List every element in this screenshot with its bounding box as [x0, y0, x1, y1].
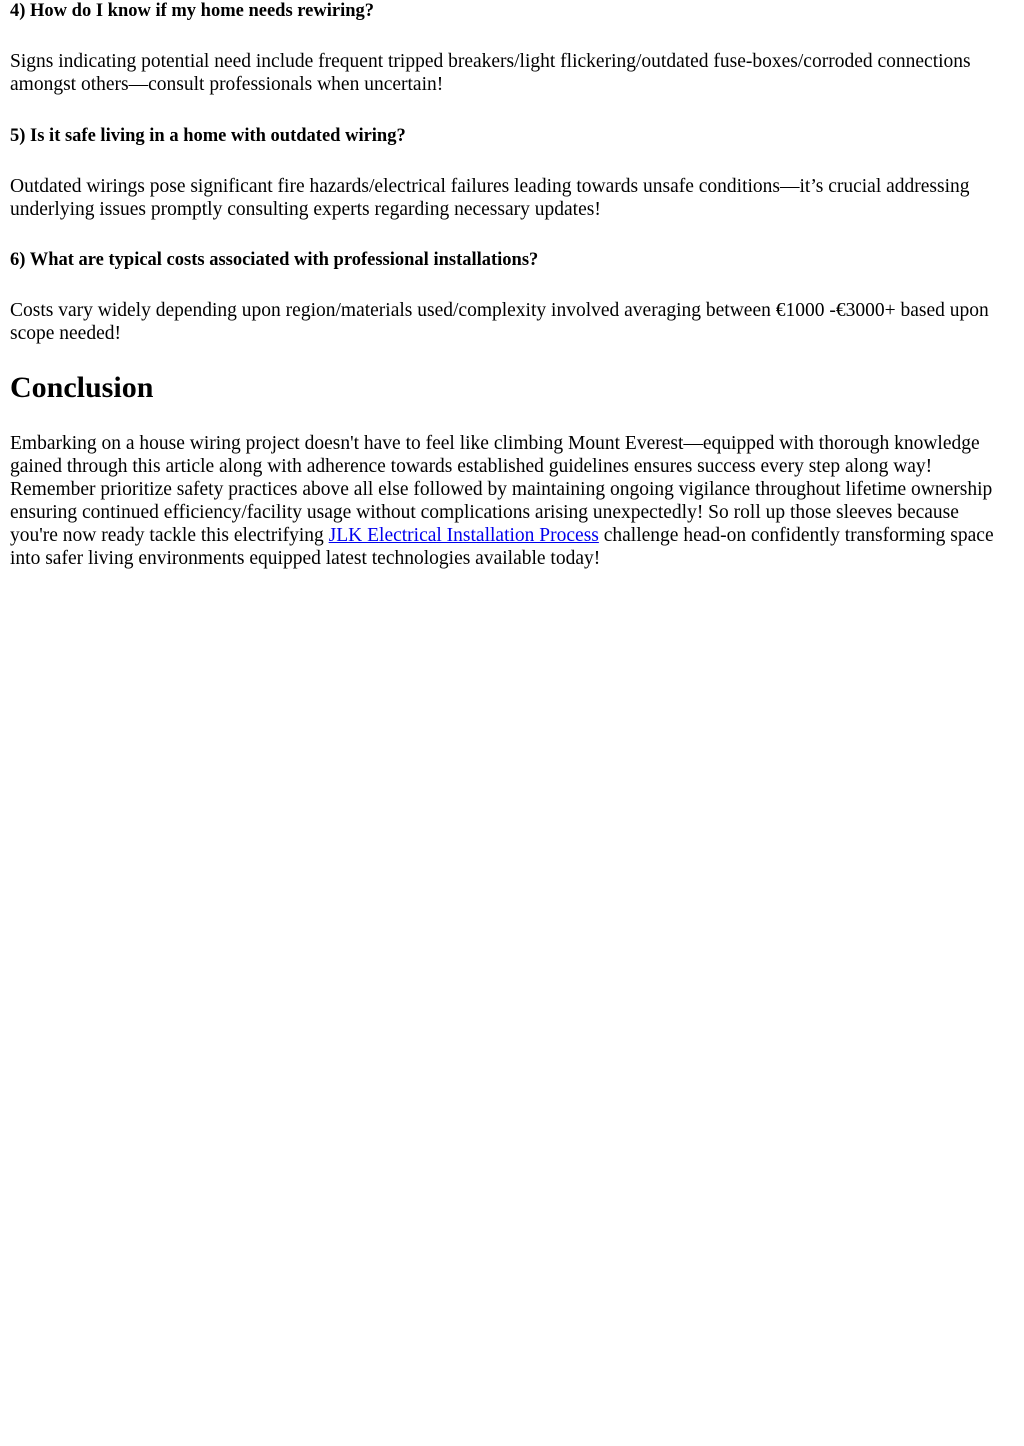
faq-question-6: 6) What are typical costs associated with professional installations?	[10, 250, 539, 270]
faq-question-4: 4) How do I know if my home needs rewiring?	[10, 1, 375, 21]
conclusion-text-after-link: challenge head-on confidently transforming space into safer living environments equipped latest technologies available today!	[10, 525, 994, 569]
conclusion-paragraph	[10, 432, 1010, 570]
conclusion-heading: Conclusion	[10, 371, 154, 404]
faq-answer-5: Outdated wirings pose significant fire hazards/electrical failures leading towards unsafe conditions—it’s crucial addressing underlying issues promptly consulting experts regarding necessary updates!	[10, 176, 970, 220]
jlk-electrical-installation-link[interactable]: JLK Electrical Installation Process	[328, 525, 599, 546]
faq-answer-4: Signs indicating potential need include frequent tripped breakers/light flickering/outdated fuse-boxes/corroded connections amongst others—consult professionals when uncertain!	[10, 51, 971, 95]
faq-question-5: 5) Is it safe living in a home with outdated wiring?	[10, 126, 406, 146]
faq-answer-6: Costs vary widely depending upon region/materials used/complexity involved averaging between €1000 -€3000+ based upon scope needed!	[10, 300, 989, 344]
conclusion-text-before-link: Embarking on a house wiring project doesn't have to feel like climbing Mount Everest—equipped with thorough knowledge gained through this article along with adherence towards established guidelines ensures success every step along way! Remember prioritize safety practices above all else followed by maintaining ongoing vigilance throughout lifetime ownership ensuring continued efficiency/facility usage without complications arising unexpectedly! So roll up those sleeves because you're now ready tackle this electrifying	[10, 433, 993, 546]
